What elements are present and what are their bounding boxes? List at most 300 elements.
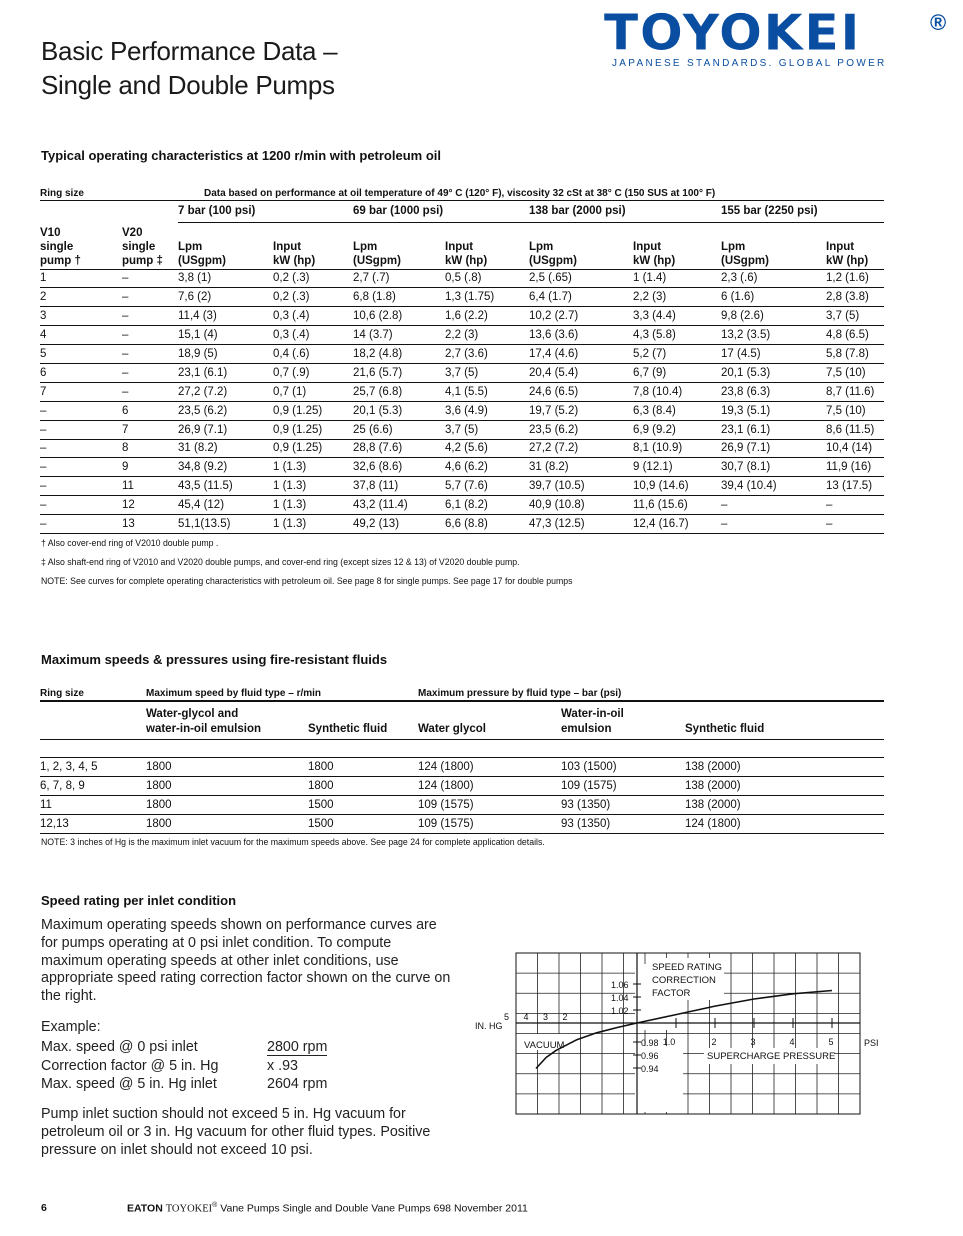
t1-col-header-line: Input (273, 240, 302, 253)
table-cell: 138 (2000) (685, 757, 884, 776)
table-cell: 109 (1575) (418, 814, 559, 833)
table-cell: 7 (122, 420, 178, 439)
t1-col-header-line: (USgpm) (529, 254, 577, 267)
footer-company: EATON (127, 1202, 163, 1215)
ring-size-caption: Ring size (40, 186, 122, 200)
table-cell: 6,1 (8.2) (445, 496, 529, 515)
table-row (40, 401, 884, 420)
t1-col-header-line: Lpm (353, 240, 378, 253)
table-cell: 1 (1.3) (273, 515, 353, 534)
table-row (40, 814, 884, 833)
example-row-1-value: 2800 rpm (267, 1039, 328, 1055)
table-cell: – (40, 477, 122, 496)
t1-col-header-line: kW (hp) (633, 254, 676, 267)
t2-col-header (685, 701, 884, 739)
t2-col-header-line: Water glycol (418, 722, 486, 735)
table-cell: 6 (122, 401, 178, 420)
table-cell: 103 (1500) (559, 757, 685, 776)
table-cell: – (122, 307, 178, 326)
table-cell: 0,7 (1) (273, 382, 353, 401)
table-cell: 93 (1350) (559, 814, 685, 833)
t2-col-header-line: water-in-oil emulsion (146, 722, 262, 735)
table-cell: 9 (122, 458, 178, 477)
x-tick-label-vacuum: 2 (562, 1012, 568, 1022)
table-cell: 7,6 (2) (178, 288, 273, 307)
table-cell: 8,1 (10.9) (633, 439, 721, 458)
table-cell: 8,7 (11.6) (826, 382, 884, 401)
t1-col-header-line: Input (445, 240, 474, 253)
table-cell: 4,2 (5.6) (445, 439, 529, 458)
t1-col-header-line: single (122, 240, 156, 253)
table-cell: 10,2 (2.7) (529, 307, 633, 326)
supercharge-label: SUPERCHARGE PRESSURE (707, 1051, 836, 1062)
t2-col-header (308, 701, 418, 739)
t2-col-header-line: emulsion (561, 722, 612, 735)
table-row (40, 776, 884, 795)
table-cell: 12 (122, 496, 178, 515)
t1-col-header-line (529, 226, 633, 240)
table2-header-row (40, 701, 884, 739)
table-row (40, 496, 884, 515)
y-tick-label: 1.02 (611, 1006, 629, 1016)
table1-caption: Data based on performance at oil temperature of 49° C (120° F), viscosity 32 cSt at 38° C (150 SUS at 100° F) (122, 186, 884, 200)
x-tick-label-psi: 5 (828, 1037, 834, 1047)
table-cell: 2,3 (.6) (721, 269, 826, 288)
table-cell: 124 (1800) (418, 757, 559, 776)
table-row (40, 420, 884, 439)
y-tick-label: 0.96 (641, 1051, 659, 1061)
table-cell: 6,7 (9) (633, 363, 721, 382)
table2-heading: Maximum speeds & pressures using fire-resistant fluids (41, 652, 388, 667)
vacuum-label: VACUUM (524, 1040, 565, 1051)
table-cell: 1500 (308, 814, 418, 833)
table-cell: 27,2 (7.2) (529, 439, 633, 458)
registered-mark: ® (930, 10, 947, 35)
t1-col-header-line: Lpm (721, 240, 746, 253)
t1-col-header (273, 222, 353, 269)
table-cell: 12,13 (40, 814, 144, 833)
t1-col-header-line (353, 226, 445, 240)
table-cell: 17 (4.5) (721, 345, 826, 364)
table-cell: 6,4 (1.7) (529, 288, 633, 307)
example-row-1-label: Max. speed @ 0 psi inlet (41, 1039, 198, 1055)
table-cell: – (40, 401, 122, 420)
table-cell: 23,1 (6.1) (178, 363, 273, 382)
t2-col-header (144, 701, 308, 739)
table-cell: 1800 (144, 776, 308, 795)
table-cell: 25 (6.6) (353, 420, 445, 439)
table-cell: 11,9 (16) (826, 458, 884, 477)
table-cell: 23,5 (6.2) (529, 420, 633, 439)
example-row-2-label: Correction factor @ 5 in. Hg (41, 1058, 219, 1074)
group-header-155bar: 155 bar (2250 psi) (721, 200, 884, 222)
table-cell: 3,7 (5) (445, 363, 529, 382)
table-cell: 1 (1.4) (633, 269, 721, 288)
footer-reg: ® (212, 1202, 218, 1209)
table-cell: 39,7 (10.5) (529, 477, 633, 496)
table-cell: 0,3 (.4) (273, 326, 353, 345)
table-row (40, 477, 884, 496)
table-cell: 11,6 (15.6) (633, 496, 721, 515)
table-cell: 2,7 (3.6) (445, 345, 529, 364)
table-cell: 2,8 (3.8) (826, 288, 884, 307)
table-cell: 49,2 (13) (353, 515, 445, 534)
table-row (40, 288, 884, 307)
t1-col-header-line: pump ‡ (122, 254, 163, 267)
table-cell: 6,3 (8.4) (633, 401, 721, 420)
table-cell: 0,5 (.8) (445, 269, 529, 288)
y-tick-label: 0.98 (641, 1038, 659, 1048)
table-cell: 43,2 (11.4) (353, 496, 445, 515)
table-cell: 3,7 (5) (445, 420, 529, 439)
table-cell: 1500 (308, 795, 418, 814)
y-tick-label: 1.04 (611, 993, 629, 1003)
y-tick-label: 0.94 (641, 1064, 659, 1074)
table-row (40, 326, 884, 345)
t2-col-header-line: Water-glycol and (146, 707, 239, 720)
t1-col-header-line: single (40, 240, 74, 253)
table-row (40, 515, 884, 534)
group-header-7bar: 7 bar (100 psi) (178, 200, 353, 222)
table-cell: 3 (40, 307, 122, 326)
table-cell: 25,7 (6.8) (353, 382, 445, 401)
table-cell: 6,9 (9.2) (633, 420, 721, 439)
t1-col-header (633, 222, 721, 269)
table-cell: 11,4 (3) (178, 307, 273, 326)
table-cell: 2,2 (3) (445, 326, 529, 345)
x-tick-label-vacuum: 3 (542, 1012, 549, 1022)
table-cell: 7 (40, 382, 122, 401)
table-cell: – (40, 420, 122, 439)
table-cell: 18,9 (5) (178, 345, 273, 364)
psi-label: PSI (864, 1038, 879, 1048)
table-cell: 40,9 (10.8) (529, 496, 633, 515)
table-cell: 47,3 (12.5) (529, 515, 633, 534)
table-cell: 21,6 (5.7) (353, 363, 445, 382)
table-cell: – (40, 496, 122, 515)
table-cell: 31 (8.2) (529, 458, 633, 477)
table1-note-2: ‡ Also shaft-end ring of V2010 and V2020 double pumps, and cover-end ring (except sizes 12 & 13) of V2020 double pump. (41, 557, 520, 568)
table-cell: 2 (40, 288, 122, 307)
table-cell: 6,6 (8.8) (445, 515, 529, 534)
table-cell: 0,9 (1.25) (273, 439, 353, 458)
table-cell: 7,5 (10) (826, 363, 884, 382)
table-cell: 5,8 (7.8) (826, 345, 884, 364)
table-cell: 0,3 (.4) (273, 307, 353, 326)
table-cell: – (122, 382, 178, 401)
table1-heading: Typical operating characteristics at 1200 r/min with petroleum oil (41, 148, 441, 163)
example-label: Example: (41, 1019, 101, 1035)
table-cell: 11 (40, 795, 144, 814)
page-number: 6 (41, 1202, 47, 1214)
t1-col-header-line: kW (hp) (826, 254, 869, 267)
footer-brand: TOYOKEI (165, 1203, 213, 1215)
table1-note-1: † Also cover-end ring of V2010 double pump . (41, 538, 219, 549)
table-cell: 2,2 (3) (633, 288, 721, 307)
table-cell: 5,2 (7) (633, 345, 721, 364)
table-cell: 1,3 (1.75) (445, 288, 529, 307)
table-cell: 5,7 (7.6) (445, 477, 529, 496)
table-cell: 6 (40, 363, 122, 382)
table-cell: 17,4 (4.6) (529, 345, 633, 364)
footer-rest: Vane Pumps Single and Double Vane Pumps 698 November 2011 (217, 1202, 528, 1215)
t1-col-header-line: V10 (40, 226, 61, 239)
table-cell: 0,4 (.6) (273, 345, 353, 364)
table2-note: NOTE: 3 inches of Hg is the maximum inlet vacuum for the maximum speeds above. See page 24 for complete application details. (41, 837, 545, 848)
table-cell: 45,4 (12) (178, 496, 273, 515)
t1-col-header (529, 222, 633, 269)
table-row (40, 345, 884, 364)
table-cell: 12,4 (16.7) (633, 515, 721, 534)
table-cell: 93 (1350) (559, 795, 685, 814)
table-cell: 1,6 (2.2) (445, 307, 529, 326)
table-cell: 8,6 (11.5) (826, 420, 884, 439)
table-cell: 34,8 (9.2) (178, 458, 273, 477)
example-row-2-value: x .93 (267, 1058, 298, 1074)
x-tick-label-vacuum: 4 (523, 1012, 529, 1022)
x-tick-label-psi: 2 (711, 1037, 717, 1047)
table-cell: 20,4 (5.4) (529, 363, 633, 382)
table1-body (40, 269, 884, 533)
table-cell: 3,8 (1) (178, 269, 273, 288)
group-header-69bar: 69 bar (1000 psi) (353, 200, 529, 222)
page-title-line-1: Basic Performance Data – (41, 36, 338, 66)
table-cell: 6 (1.6) (721, 288, 826, 307)
table-cell: 1 (1.3) (273, 458, 353, 477)
table-cell: 13,6 (3.6) (529, 326, 633, 345)
table-cell: – (122, 269, 178, 288)
table-cell: 20,1 (5.3) (353, 401, 445, 420)
table-cell: 10,9 (14.6) (633, 477, 721, 496)
page-title (41, 34, 337, 102)
table-cell: 138 (2000) (685, 795, 884, 814)
table-cell: 1, 2, 3, 4, 5 (40, 757, 144, 776)
table-cell: 9 (12.1) (633, 458, 721, 477)
table-cell: 0,2 (.3) (273, 269, 353, 288)
table-row (40, 757, 884, 776)
table-row (40, 439, 884, 458)
table-cell: 28,8 (7.6) (353, 439, 445, 458)
t1-col-header-line (178, 226, 273, 240)
speed-paragraph-2: Pump inlet suction should not exceed 5 in. Hg vacuum for petroleum oil or 3 in. Hg vacuum for other fluid types. Positive pressure on inlet should not exceed 10 psi. (41, 1106, 431, 1158)
table1-note-3: NOTE: See curves for complete operating characteristics with petroleum oil. See page 8 for single pumps. See page 17 for double pumps (41, 576, 573, 587)
t2-col-header-line (418, 707, 559, 722)
table-cell: 31 (8.2) (178, 439, 273, 458)
table-cell: – (122, 288, 178, 307)
table-cell: 1800 (144, 795, 308, 814)
example-row-3-value: 2604 rpm (267, 1076, 328, 1092)
table-cell: – (721, 496, 826, 515)
table-cell: 14 (3.7) (353, 326, 445, 345)
table-cell: 1 (1.3) (273, 477, 353, 496)
t1-col-header-line: kW (hp) (273, 254, 316, 267)
table-cell: 4,6 (6.2) (445, 458, 529, 477)
table-cell: 13,2 (3.5) (721, 326, 826, 345)
t1-col-header-line: Input (633, 240, 662, 253)
table-cell: 109 (1575) (559, 776, 685, 795)
table-cell: 43,5 (11.5) (178, 477, 273, 496)
fire-resistant-table (40, 686, 884, 834)
table-row (40, 458, 884, 477)
speed-paragraph-1: Maximum operating speeds shown on performance curves are for pumps operating at 0 psi inlet condition. To compute maximum operating speeds at other inlet conditions, use appropriate speed rating correction factor shown on the curve on the right. (41, 917, 451, 1005)
brand-wordmark: TOYOKEI (604, 4, 862, 62)
table-cell: 37,8 (11) (353, 477, 445, 496)
x-tick-label-psi: 3 (750, 1037, 756, 1047)
t1-col-header (122, 222, 178, 269)
t1-col-header-line: (USgpm) (721, 254, 769, 267)
t2-col-header-line (685, 707, 884, 722)
t2-speed-caption: Maximum speed by fluid type – r/min (144, 686, 418, 701)
table-cell: 0,7 (.9) (273, 363, 353, 382)
table-cell: 23,5 (6.2) (178, 401, 273, 420)
t1-col-header-line: pump † (40, 254, 81, 267)
group-header-138bar: 138 bar (2000 psi) (529, 200, 721, 222)
table-cell: 4 (40, 326, 122, 345)
x-tick-label-vacuum: 5 (503, 1012, 510, 1022)
table-cell: 11 (122, 477, 178, 496)
table-cell: 1800 (308, 776, 418, 795)
table-cell: 10,6 (2.8) (353, 307, 445, 326)
speed-heading: Speed rating per inlet condition (41, 893, 237, 908)
chart-title-line: SPEED RATING (652, 962, 723, 973)
table-cell: 7,5 (10) (826, 401, 884, 420)
table-cell: – (826, 496, 884, 515)
table-cell: – (122, 326, 178, 345)
brand-tagline: JAPANESE STANDARDS. GLOBAL POWER (612, 58, 887, 69)
page-title-line-2: Single and Double Pumps (41, 70, 335, 100)
t2-col-header-line: Synthetic fluid (308, 722, 388, 735)
chart-title-line: CORRECTION (652, 975, 716, 986)
table-cell: 10,4 (14) (826, 439, 884, 458)
t1-col-header (721, 222, 826, 269)
table-cell: 23,1 (6.1) (721, 420, 826, 439)
t1-col-header (178, 222, 273, 269)
table-cell: 4,8 (6.5) (826, 326, 884, 345)
table-row (40, 307, 884, 326)
table-row (40, 795, 884, 814)
t1-col-header (40, 222, 122, 269)
brand-logo (604, 4, 948, 69)
table-cell: 0,9 (1.25) (273, 401, 353, 420)
t2-ring-size-caption: Ring size (40, 686, 144, 701)
t1-col-header-line: (USgpm) (353, 254, 401, 267)
table-cell: 30,7 (8.1) (721, 458, 826, 477)
table-cell: – (826, 515, 884, 534)
table-cell: 109 (1575) (418, 795, 559, 814)
t1-col-header-line (721, 226, 826, 240)
table-cell: 1800 (144, 814, 308, 833)
t2-col-header-line: Synthetic fluid (685, 722, 765, 735)
t2-col-header (559, 701, 685, 739)
correction-factor-chart (470, 948, 890, 1118)
chart-title-line: FACTOR (652, 988, 691, 999)
table-cell: 124 (1800) (418, 776, 559, 795)
in-hg-label: IN. HG (475, 1021, 503, 1031)
table-cell: 1 (1.3) (273, 496, 353, 515)
table-cell: 1800 (144, 757, 308, 776)
table-cell: – (721, 515, 826, 534)
table-cell: 39,4 (10.4) (721, 477, 826, 496)
table-cell: – (122, 345, 178, 364)
table-row (40, 363, 884, 382)
table-cell: 1 (40, 269, 122, 288)
table-cell: 9,8 (2.6) (721, 307, 826, 326)
table-cell: 18,2 (4.8) (353, 345, 445, 364)
table-cell: 20,1 (5.3) (721, 363, 826, 382)
t2-col-header-line (40, 707, 144, 722)
t1-col-header-line: Lpm (178, 240, 203, 253)
table2-body (40, 757, 884, 833)
table-cell: 27,2 (7.2) (178, 382, 273, 401)
t2-col-header-line (308, 707, 418, 722)
t1-col-header-line: kW (hp) (445, 254, 488, 267)
table1-header-row (40, 222, 884, 269)
t1-col-header-line (633, 226, 721, 240)
x-tick-label-psi: 4 (789, 1037, 795, 1047)
table-cell: – (40, 515, 122, 534)
t1-col-header-line (445, 226, 529, 240)
table-cell: 2,5 (.65) (529, 269, 633, 288)
footer-text (127, 1202, 528, 1215)
t2-col-header (418, 701, 559, 739)
table-cell: 4,1 (5.5) (445, 382, 529, 401)
x-tick-label-psi: 1.0 (662, 1037, 676, 1047)
table-cell: 51,1(13.5) (178, 515, 273, 534)
table-cell: 13 (17.5) (826, 477, 884, 496)
table-cell: 19,7 (5.2) (529, 401, 633, 420)
table-cell: 26,9 (7.1) (721, 439, 826, 458)
table-cell: 3,3 (4.4) (633, 307, 721, 326)
table-cell: 32,6 (8.6) (353, 458, 445, 477)
table-cell: 7,8 (10.4) (633, 382, 721, 401)
table-cell: 3,6 (4.9) (445, 401, 529, 420)
table-cell: 5 (40, 345, 122, 364)
table-cell: – (40, 439, 122, 458)
table-cell: 6, 7, 8, 9 (40, 776, 144, 795)
t1-col-header-line: V20 (122, 226, 143, 239)
t1-col-header (826, 222, 884, 269)
table-cell: 2,7 (.7) (353, 269, 445, 288)
t1-col-header-line (273, 226, 353, 240)
table-cell: 13 (122, 515, 178, 534)
table-cell: – (122, 363, 178, 382)
t2-col-header-line: Water-in-oil (561, 707, 624, 720)
table-cell: 1800 (308, 757, 418, 776)
table-cell: 3,7 (5) (826, 307, 884, 326)
table-cell: 23,8 (6.3) (721, 382, 826, 401)
table-cell: 15,1 (4) (178, 326, 273, 345)
table-cell: 124 (1800) (685, 814, 884, 833)
t1-col-header-line: Input (826, 240, 855, 253)
table-cell: 4,3 (5.8) (633, 326, 721, 345)
t2-col-header (40, 701, 144, 739)
t2-pressure-caption: Maximum pressure by fluid type – bar (psi) (418, 686, 884, 701)
t1-col-header-line (826, 226, 884, 240)
table-cell: 138 (2000) (685, 776, 884, 795)
example-row-3-label: Max. speed @ 5 in. Hg inlet (41, 1076, 217, 1092)
t1-col-header (353, 222, 445, 269)
table-cell: 8 (122, 439, 178, 458)
table-cell: 6,8 (1.8) (353, 288, 445, 307)
t2-col-header-line (40, 722, 144, 737)
t1-col-header (445, 222, 529, 269)
table-cell: 0,9 (1.25) (273, 420, 353, 439)
table-cell: 19,3 (5.1) (721, 401, 826, 420)
t1-col-header-line: (USgpm) (178, 254, 226, 267)
table-cell: 0,2 (.3) (273, 288, 353, 307)
table-cell: 24,6 (6.5) (529, 382, 633, 401)
table-cell: 26,9 (7.1) (178, 420, 273, 439)
